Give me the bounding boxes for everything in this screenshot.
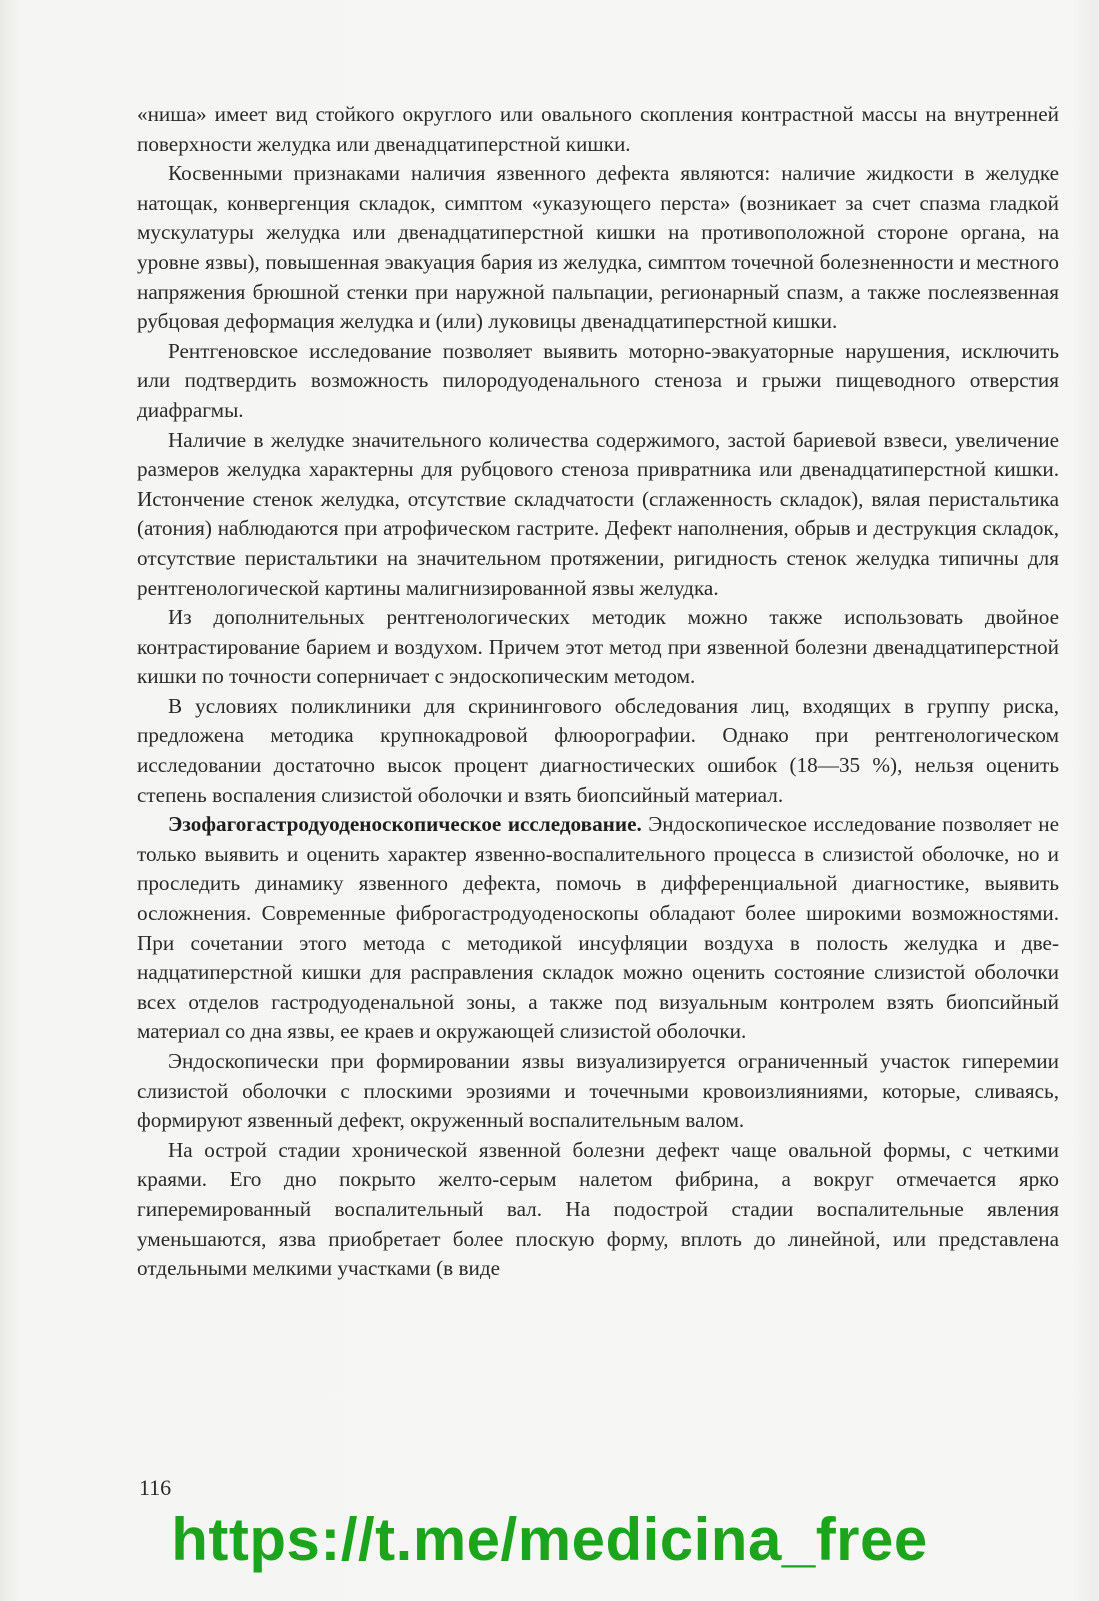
watermark-link[interactable]: https://t.me/medicina_free — [171, 1506, 928, 1573]
paragraph-1 — [137, 100, 1059, 159]
page-number: 116 — [139, 1475, 172, 1500]
paragraph-2 — [137, 159, 1059, 337]
paragraph-2-text: Косвенными признаками наличия язвенного дефекта являются: наличие жидкости в желудке натощак, конвергенция складок, симптом «указующего перста» (возникает за счет спазма гладкой мускулатуры желудка или двенадцатиперстной кишки на противоположной стороне органа, на уровне язвы), повышенная эвакуация бария из желудка, симптом точечной болезненности и местного напряжения брюшной стенки при наружной пальпации, регионарный спазм, а также послеязвенная рубцовая деформация желудка и (или) луковицы двенадцатиперстной кишки. — [137, 161, 1059, 334]
body-text — [137, 100, 1059, 1284]
paragraph-8-text: Эндоскопически при формировании язвы визуализируется ограниченный участок гиперемии слизистой оболочки с плоскими эрозиями и точечными кровоизлияниями, которые, сливаясь, формируют язвенный дефект, окруженный воспалительным валом. — [137, 1049, 1059, 1133]
paragraph-1-text: «ниша» имеет вид стойкого округлого или овального скопления контрастной массы на внутренней поверхности желудка или двенадцатиперстной кишки. — [137, 102, 1059, 156]
paragraph-7-text: Эндоскопическое исследование позволяет не только выявить и оценить характер язвенно-воспалительного процесса в слизистой оболочке, но и проследить динамику язвенного дефекта, помочь в дифференциальной диагностике, выявить осложнения. Современные фиброгастродуоденоскопы обладают более широкими возможностями. При сочетании этого метода с методикой инсуфляции воздуха в полость желудка и двенадцатиперстной кишки для расправления складок можно оценить состояние слизистой оболочки всех отделов гастродуоденальной зоны, а также под визуальным контролем взять биопсийный материал со дна язвы, ее краев и окружающей слизистой оболочки. — [137, 812, 1059, 1044]
paragraph-9-text: На острой стадии хронической язвенной болезни дефект чаще овальной формы, с четкими краями. Его дно покрыто желто-серым налетом фибрина, а вокруг отмечается ярко гиперемированный воспалительный вал. На подострой стадии воспалительные явления уменьшаются, язва приобретает более плоскую форму, вплоть до линейной, или представлена отдельными мелкими участками (в виде — [137, 1137, 1059, 1281]
paragraph-9 — [137, 1136, 1059, 1284]
paragraph-8 — [137, 1047, 1059, 1136]
paragraph-3-text: Рентгеновское исследование позволяет выявить моторно-эвакуаторные нарушения, исключить или подтвердить возможность пилородуоденального стеноза и грыжи пищеводного отверстия диафрагмы. — [137, 338, 1059, 422]
paragraph-5-text: Из дополнительных рентгенологических методик можно также использовать двойное контрастирование барием и воздухом. Причем этот метод при язвенной болезни двенадцатиперстной кишки по точности соперничает с эндоскопическим методом. — [137, 605, 1059, 689]
paragraph-7 — [137, 810, 1059, 1047]
paragraph-6-text: В условиях поликлиники для скринингового обследования лиц, входящих в группу риска, предложена методика крупнокадровой флюорографии. Однако при рентгенологическом исследовании достаточно высок процент диагностических ошибок (18—35 %), нельзя оценить степень воспаления слизистой оболочки и взять биопсийный материал. — [137, 693, 1059, 807]
paragraph-4 — [137, 426, 1059, 604]
paragraph-3 — [137, 337, 1059, 426]
section-heading-egds: Эзофагогастродуоденоскопическое исследование. — [168, 812, 642, 837]
paragraph-6 — [137, 692, 1059, 810]
paragraph-5 — [137, 603, 1059, 692]
paragraph-4-text: Наличие в желудке значительного количества содержимого, застой бариевой взвеси, увеличение размеров желудка характерны для рубцового стеноза привратника или двенадцатиперстной кишки. Истончение стенок желудка, отсутствие складчатости (сглаженность складок), вялая перистальтика (атония) наблюдаются при атрофическом гастрите. Дефект наполнения, обрыв и деструкция складок, отсутствие перистальтики на значительном протяжении, ригидность стенок желудка типичны для рентгенологической картины малигнизированной язвы желудка. — [137, 427, 1059, 600]
